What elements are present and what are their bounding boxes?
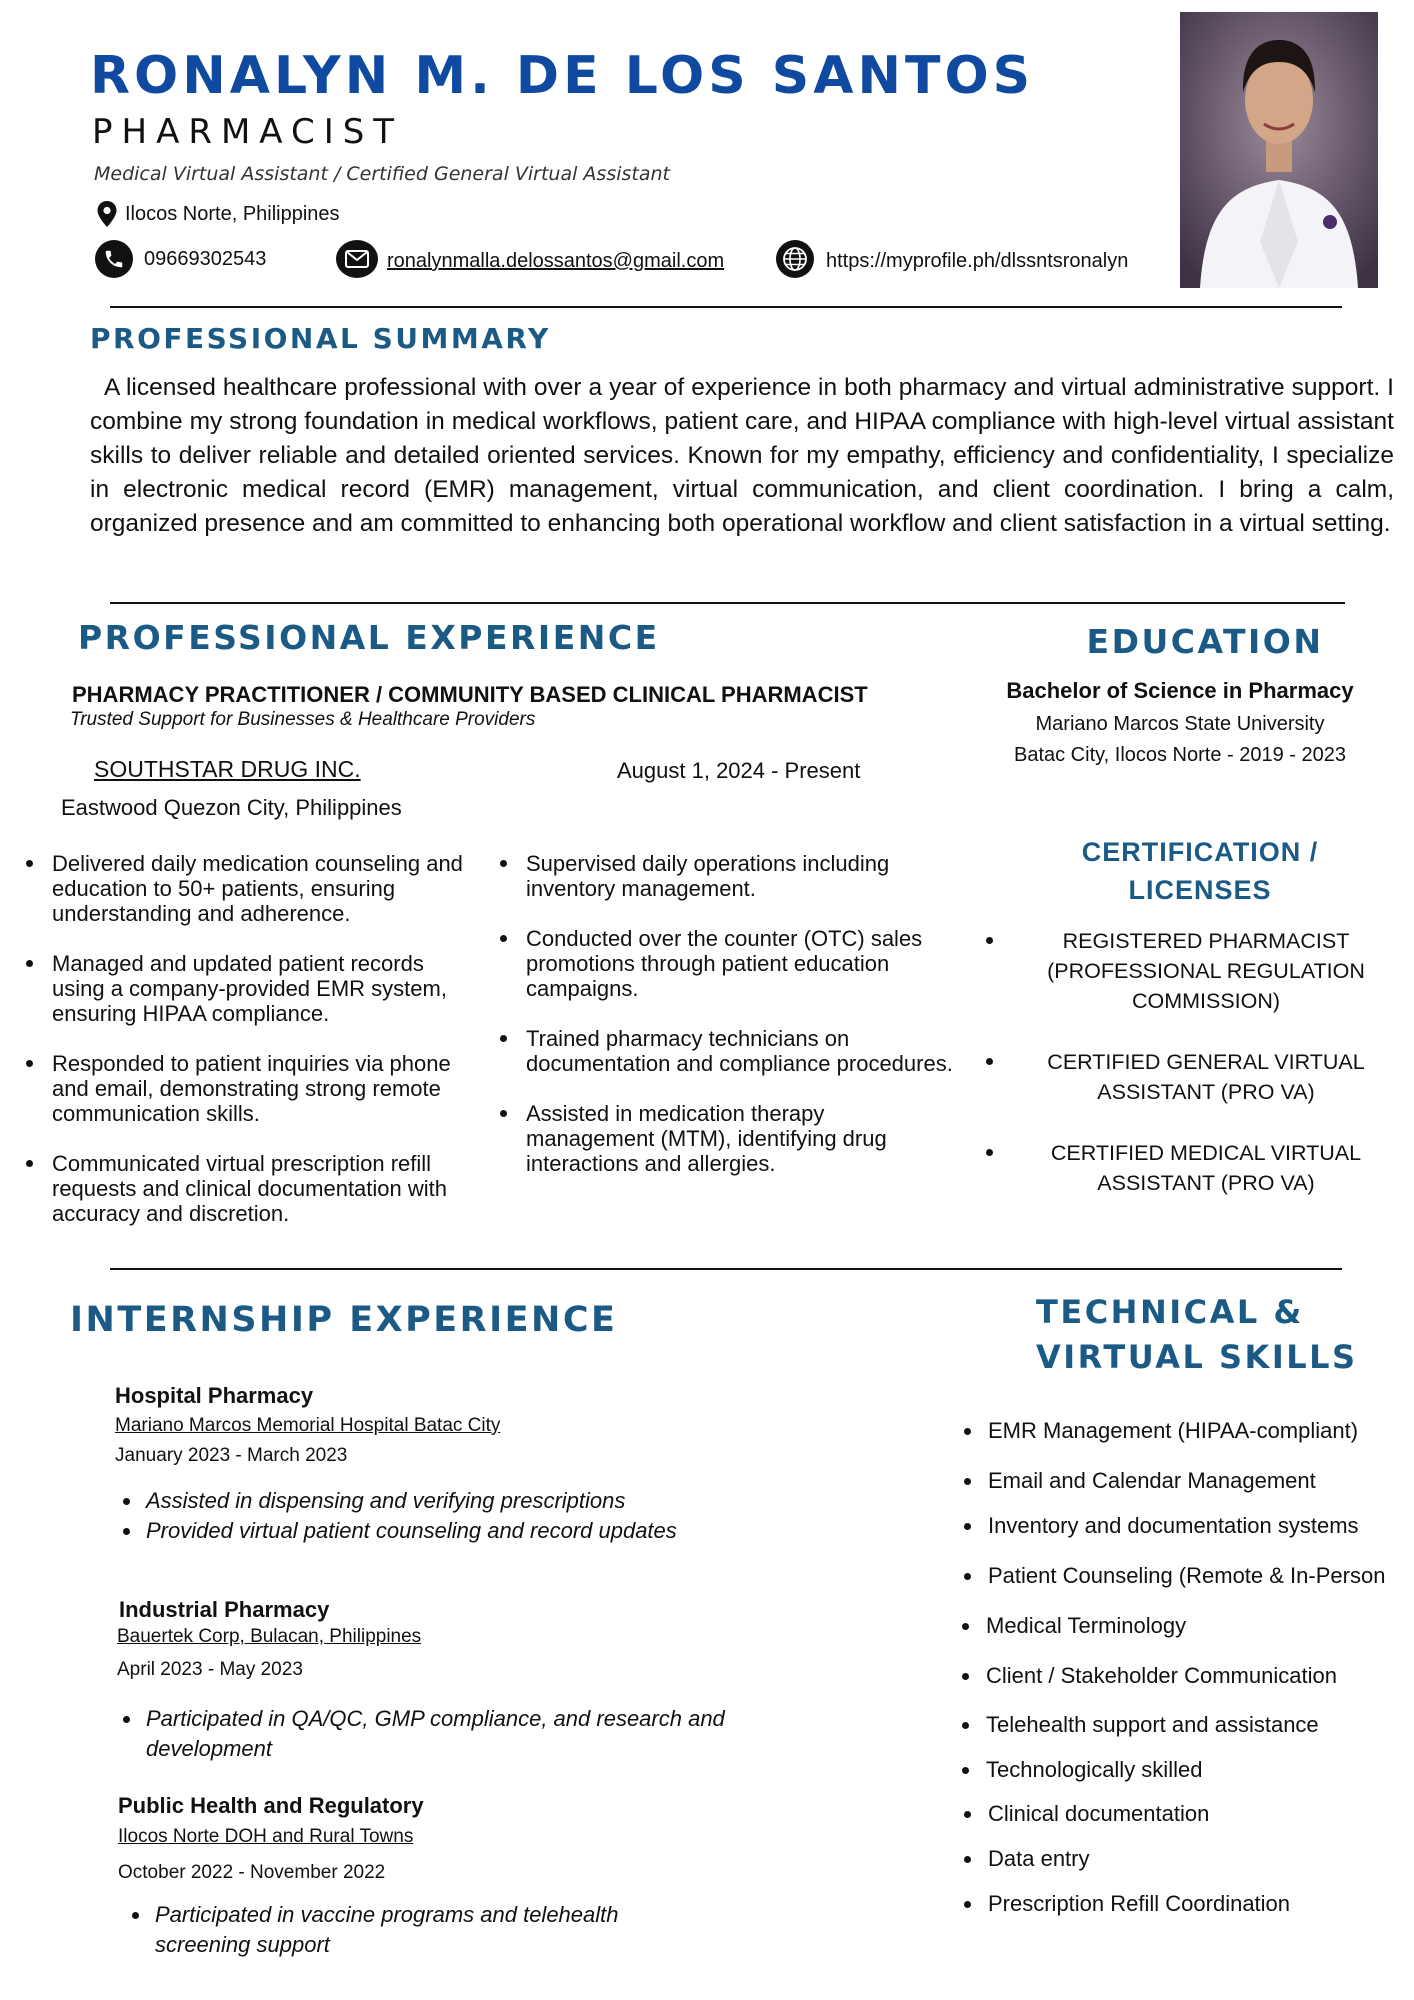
list-item: Prescription Refill Coordination <box>988 1891 1291 1916</box>
job-dates: August 1, 2024 - Present <box>617 758 861 783</box>
internship-bullets <box>146 1486 686 1546</box>
certifications-list <box>1029 926 1383 1229</box>
divider-summary <box>110 602 1345 604</box>
list-item: Supervised daily operations including inventory management. <box>526 851 958 901</box>
certifications-heading-line1: CERTIFICATION / <box>1081 837 1319 867</box>
experience-bullets-left <box>52 851 482 1251</box>
internship-heading: INTERNSHIP EXPERIENCE <box>70 1300 618 1340</box>
internship-place: Bauertek Corp, Bulacan, Philippines <box>117 1626 422 1647</box>
internship-dates: April 2023 - May 2023 <box>117 1659 303 1680</box>
list-item: EMR Management (HIPAA-compliant) <box>988 1418 1359 1443</box>
location-text: Ilocos Norte, Philippines <box>125 203 340 225</box>
list-item: Patient Counseling (Remote & In-Person <box>988 1563 1386 1588</box>
list-item: Data entry <box>988 1846 1090 1871</box>
list-item: Assisted in medication therapy management (MTM), identifying drug interactions and allergies. <box>526 1101 958 1176</box>
summary-text <box>90 371 1394 541</box>
internship-title: Hospital Pharmacy <box>115 1383 314 1408</box>
education-degree: Bachelor of Science in Pharmacy <box>1006 678 1354 703</box>
internship-dates: October 2022 - November 2022 <box>118 1862 386 1883</box>
job-location: Eastwood Quezon City, Philippines <box>61 795 402 820</box>
internship-place: Ilocos Norte DOH and Rural Towns <box>118 1826 414 1847</box>
skills-heading-line1: TECHNICAL & <box>1036 1293 1304 1331</box>
list-item: Medical Terminology <box>986 1613 1187 1638</box>
list-item: Delivered daily medication counseling and education to 50+ patients, ensuring understanding and adherence. <box>52 851 482 926</box>
list-item: Participated in QA/QC, GMP compliance, and research and development <box>146 1704 726 1764</box>
list-item: Telehealth support and assistance <box>986 1712 1319 1737</box>
list-item: REGISTERED PHARMACIST (PROFESSIONAL REGULATION COMMISSION) <box>1029 926 1383 1016</box>
envelope-icon <box>336 240 378 278</box>
job-title: PHARMACY PRACTITIONER / COMMUNITY BASED CLINICAL PHARMACIST <box>72 682 868 707</box>
list-item: CERTIFIED GENERAL VIRTUAL ASSISTANT (PRO VA) <box>1029 1047 1383 1107</box>
list-item: Email and Calendar Management <box>988 1468 1316 1493</box>
internship-dates: January 2023 - March 2023 <box>115 1445 348 1466</box>
divider-experience <box>110 1268 1342 1270</box>
summary-heading: PROFESSIONAL SUMMARY <box>90 322 551 355</box>
internship-title: Public Health and Regulatory <box>118 1793 424 1818</box>
internship-bullets <box>155 1900 685 1960</box>
list-item: Communicated virtual prescription refill requests and clinical documentation with accuracy and discretion. <box>52 1151 482 1226</box>
job-tagline: Trusted Support for Businesses & Healthcare Providers <box>70 709 536 730</box>
list-item: Participated in vaccine programs and telehealth screening support <box>155 1900 685 1960</box>
list-item: Client / Stakeholder Communication <box>986 1663 1337 1688</box>
skills-heading-line2: VIRTUAL SKILLS <box>1036 1338 1358 1376</box>
education-school: Mariano Marcos State University <box>1035 713 1325 735</box>
internship-place: Mariano Marcos Memorial Hospital Batac City <box>115 1415 501 1436</box>
list-item: Technologically skilled <box>986 1757 1203 1782</box>
education-heading: EDUCATION <box>1086 622 1324 661</box>
internship-bullets <box>146 1704 726 1764</box>
experience-bullets-right <box>526 851 958 1201</box>
list-item: Trained pharmacy technicians on documentation and compliance procedures. <box>526 1026 958 1076</box>
candidate-name: RONALYN M. DE LOS SANTOS <box>90 46 1035 106</box>
website-link[interactable]: https://myprofile.ph/dlssntsronalyn <box>826 250 1129 272</box>
education-location-years: Batac City, Ilocos Norte - 2019 - 2023 <box>1013 744 1346 766</box>
list-item: Clinical documentation <box>988 1801 1210 1826</box>
phone-number: 09669302543 <box>144 248 267 270</box>
summary-paragraph: A licensed healthcare professional with over a year of experience in both pharmacy and virtual administrative support. I combine my strong foundation in medical workflows, patient care, and HIPAA compliance with high-level virtual assistant skills to deliver reliable and detailed oriented services. Known for my empathy, efficiency and confidentiality, I specialize in electronic medical record (EMR) management, virtual communication, and client coordination. I bring a calm, organized presence and am committed to enhancing both operational workflow and client satisfaction in a virtual setting. <box>90 374 1394 537</box>
company-name: SOUTHSTAR DRUG INC. <box>94 756 361 782</box>
certifications-heading <box>1000 833 1400 909</box>
certifications-heading-line2: LICENSES <box>1128 875 1272 905</box>
list-item: Assisted in dispensing and verifying prescriptions <box>146 1486 686 1516</box>
list-item: Managed and updated patient records using a company-provided EMR system, ensuring HIPAA compliance. <box>52 951 482 1026</box>
subtitle: Medical Virtual Assistant / Certified General Virtual Assistant <box>94 163 670 185</box>
profile-photo <box>1180 12 1378 288</box>
skills-heading <box>1036 1290 1358 1380</box>
list-item: Conducted over the counter (OTC) sales promotions through patient education campaigns. <box>526 926 958 1001</box>
list-item: Responded to patient inquiries via phone and email, demonstrating strong remote communication skills. <box>52 1051 482 1126</box>
list-item: Provided virtual patient counseling and record updates <box>146 1516 686 1546</box>
location-pin-icon <box>96 200 118 233</box>
divider-header <box>110 306 1342 308</box>
experience-heading: PROFESSIONAL EXPERIENCE <box>78 618 660 657</box>
email-link[interactable]: ronalynmalla.delossantos@gmail.com <box>387 250 725 272</box>
globe-icon <box>776 240 814 278</box>
internship-title: Industrial Pharmacy <box>119 1597 330 1622</box>
job-role: PHARMACIST <box>92 112 404 152</box>
phone-icon <box>95 240 133 278</box>
list-item: CERTIFIED MEDICAL VIRTUAL ASSISTANT (PRO VA) <box>1029 1138 1383 1198</box>
list-item: Inventory and documentation systems <box>988 1513 1359 1538</box>
